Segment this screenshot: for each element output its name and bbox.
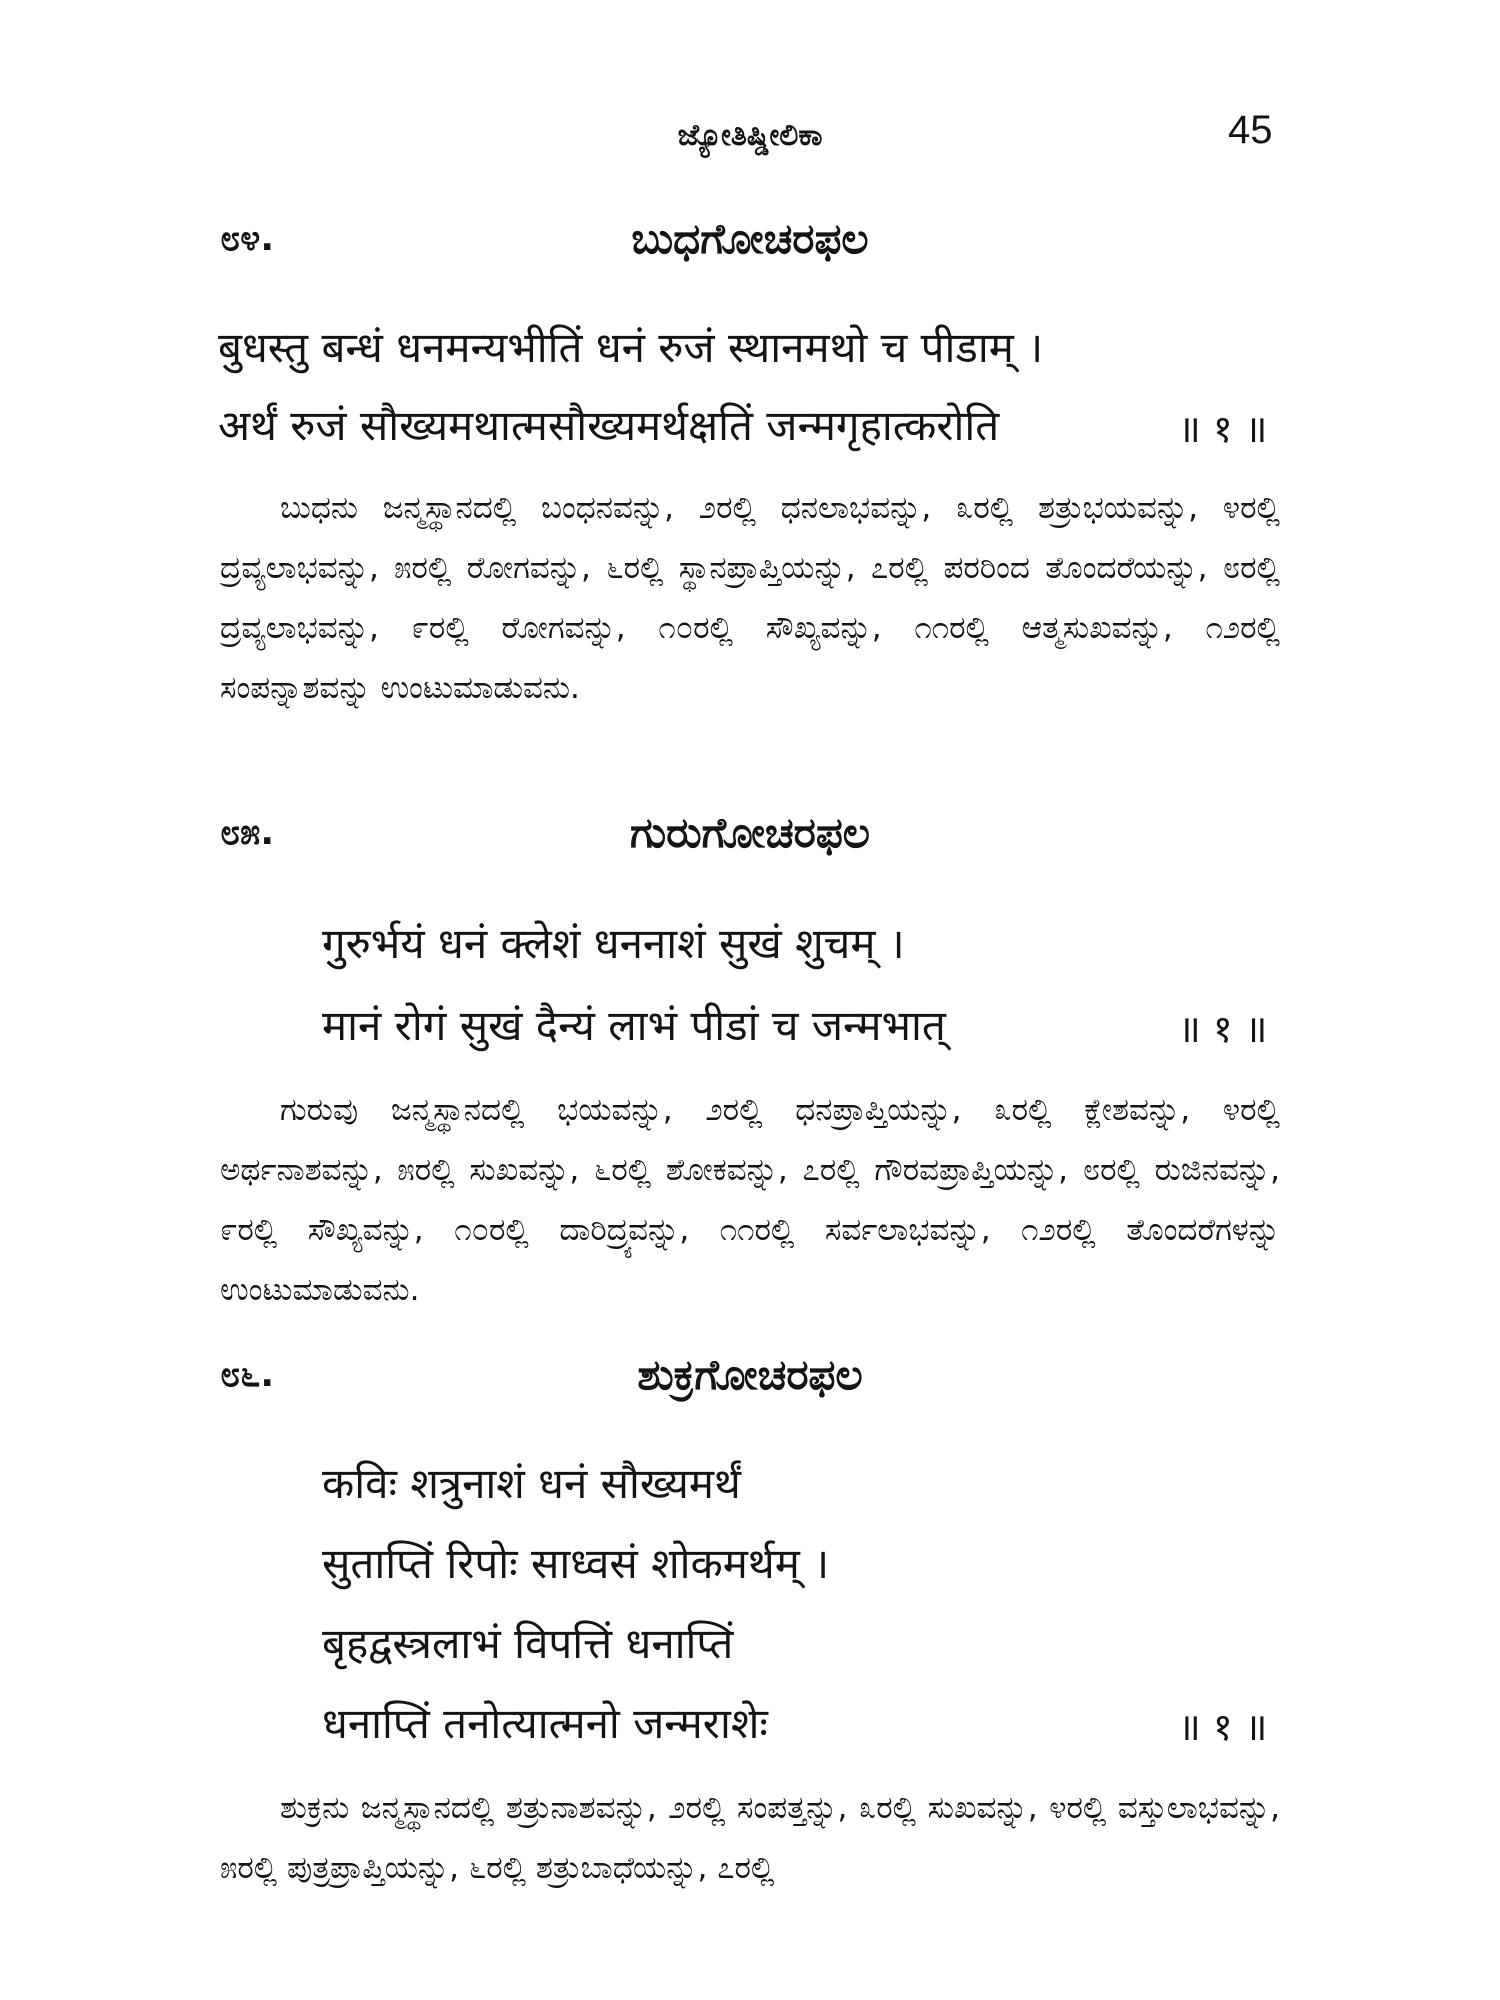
page-number: 45 [1228,108,1273,152]
section-title: ಶುಕ್ರಗೋಚರಫಲ [637,1350,863,1399]
verse-number: ॥ १ ॥ [1178,1007,1268,1051]
running-title: ಜ್ಯೋತಿಷ್ಡೀಲಿಕಾ [677,118,823,153]
verse-line: बुधस्तु बन्धं धनमन्यभीतिं धनं रुजं स्थानमथो च पीडाम् । [218,323,1044,372]
verse-number: ॥ १ ॥ [1178,407,1268,451]
verse-line: कविः शत्रुनाशं धनं सौख्यमर्थं [322,1459,741,1508]
verse-line: अर्थं रुजं सौख्यमथात्मसौख्यमर्थक्षतिं जन्मगृहात्करोति [218,401,1000,450]
section-number: ೮೬. [220,1354,274,1395]
section-title: ಗುರುಗೋಚರಫಲ [630,808,870,857]
commentary-text: ಶುಕ್ರನು ಜನ್ಮಸ್ಥಾನದಲ್ಲಿ ಶತ್ರುನಾಶವನ್ನು, ೨ರಲ್ಲಿ ಸಂಪತ್ತನ್ನು, ೩ರಲ್ಲಿ ಸುಖವನ್ನು, ೪ರಲ್ಲಿ ವಸ್ತುಲಾಭವನ್ನು, ೫ರಲ್ಲಿ ಪುತ್ರಪ್ರಾಪ್ತಿಯನ್ನು, ೬ರಲ್ಲಿ ಶತ್ರುಬಾಧೆಯನ್ನು, ೭ರಲ್ಲಿ [220,1790,1280,1886]
verse-line: मानं रोगं सुखं दैन्यं लाभं पीडां च जन्मभात् [322,1001,946,1050]
commentary-text: ಬುಧನು ಜನ್ಮಸ್ಥಾನದಲ್ಲಿ ಬಂಧನವನ್ನು, ೨ರಲ್ಲಿ ಧನಲಾಭವನ್ನು, ೩ರಲ್ಲಿ ಶತ್ರುಭಯವನ್ನು, ೪ರಲ್ಲಿ ದ್ರವ್ಯಲಾಭವನ್ನು, ೫ರಲ್ಲಿ ರೋಗವನ್ನು, ೬ರಲ್ಲಿ ಸ್ಥಾನಪ್ರಾಪ್ತಿಯನ್ನು, ೭ರಲ್ಲಿ ಪರರಿಂದ ತೊಂದರೆಯನ್ನು, ೮ರಲ್ಲಿ ದ್ರವ್ಯಲಾಭವನ್ನು, ೯ರಲ್ಲಿ ರೋಗವನ್ನು, ೧೦ರಲ್ಲಿ ಸೌಖ್ಯವನ್ನು, ೧೧ರಲ್ಲಿ ಆತ್ಮಸುಖವನ್ನು, ೧೨ರಲ್ಲಿ ಸಂಪನ್ನಾಶವನ್ನು ಉಂಟುಮಾಡುವನು. [220,490,1280,706]
commentary-paragraph [220,478,1280,718]
verse-line: गुरुर्भयं धनं क्लेशं धननाशं सुखं शुचम् । [322,919,905,968]
section-title: ಬುಧಗೋಚರಫಲ [631,214,869,263]
commentary-paragraph [220,1080,1280,1320]
section-number: ೮೫. [220,812,274,853]
commentary-paragraph [220,1778,1280,1898]
verse-line: सुताप्तिं रिपोः साध्वसं शोकमर्थम् । [322,1539,830,1588]
section-number: ೮೪. [220,218,274,259]
verse-line: बृहद्वस्त्रलाभं विपत्तिं धनाप्तिं [322,1619,734,1668]
verse-number: ॥ १ ॥ [1178,1705,1268,1749]
verse-line: धनाप्तिं तनोत्यात्मनो जन्मराशेः [322,1699,768,1748]
commentary-text: ಗುರುವು ಜನ್ಮಸ್ಥಾನದಲ್ಲಿ ಭಯವನ್ನು, ೨ರಲ್ಲಿ ಧನಪ್ರಾಪ್ತಿಯನ್ನು, ೩ರಲ್ಲಿ ಕ್ಲೇಶವನ್ನು, ೪ರಲ್ಲಿ ಅರ್ಥನಾಶವನ್ನು, ೫ರಲ್ಲಿ ಸುಖವನ್ನು, ೬ರಲ್ಲಿ ಶೋಕವನ್ನು, ೭ರಲ್ಲಿ ಗೌರವಪ್ರಾಪ್ತಿಯನ್ನು, ೮ರಲ್ಲಿ ರುಜಿನವನ್ನು, ೯ರಲ್ಲಿ ಸೌಖ್ಯವನ್ನು, ೧೦ರಲ್ಲಿ ದಾರಿದ್ರ್ಯವನ್ನು, ೧೧ರಲ್ಲಿ ಸರ್ವಲಾಭವನ್ನು, ೧೨ರಲ್ಲಿ ತೊಂದರೆಗಳನ್ನು ಉಂಟುಮಾಡುವನು. [220,1092,1280,1308]
